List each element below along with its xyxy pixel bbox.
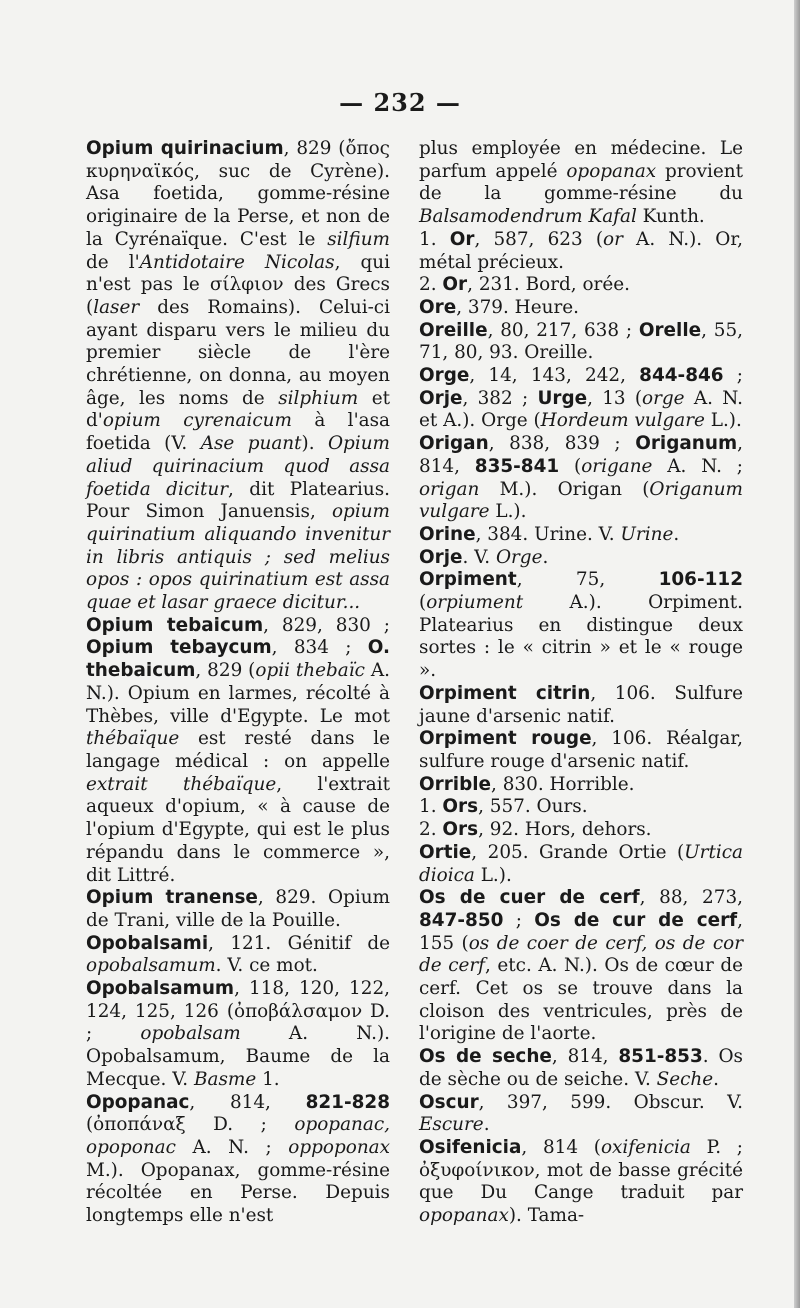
dictionary-entry-os-de-cuer-de-cerf: Os de cuer de cerf, 88, 273, 847-850 ; Os de cur de cerf, 155 (os de coer de cerf, os de cor de cerf, etc. A. N.). Os de cœur de cerf. Cet os se trouve dans la cloison des ventricules, près de l'origine de l'aorte. bbox=[419, 887, 744, 1045]
dictionary-entry-ors-2: 2. Ors, 92. Hors, dehors. bbox=[419, 819, 652, 841]
dictionary-entry-origan: Origan, 838, 839 ; Origanum, 814, 835-841 (origane A. N. ; origan M.). Origan (Origanum vulgare L.). bbox=[419, 433, 744, 523]
dictionary-entry-orpiment-rouge: Orpiment rouge, 106. Réalgar, sulfure rouge d'arsenic natif. bbox=[419, 728, 743, 772]
dictionary-entry-or-2: 2. Or, 231. Bord, orée. bbox=[419, 274, 630, 296]
dictionary-entry-ors-1: 1. Ors, 557. Ours. bbox=[419, 796, 588, 818]
dictionary-entry-opobalsami: Opobalsami, 121. Génitif de opobalsamum. V. ce mot. bbox=[86, 932, 390, 977]
dictionary-entry-opium-quirinacium: Opium quirinacium, 829 (ὄπος κυρηναϊκός, suc de Cyrène). Asa foetida, gomme-résine originaire de la Perse, et non de la Cyrénaïque. C'est le silfium de l'Antidotaire Nicolas, qui n'est pas le σίλφιον des Grecs (laser des Romains). Celui-ci ayant disparu vers le milieu du premier siècle de l'ère chrétienne, on donna, au moyen âge, les noms de silphium et d'opium cyrenaicum à l'asa foetida (V. Ase puant). Opium aliud quirinacium quod assa foetida dicitur, dit Platearius. Pour Simon Januensis, opium quirinatium aliquando invenitur in libris antiquis ; sed melius opos : opos quirinatium est assa quae et lasar graece dicitur... bbox=[86, 138, 391, 614]
dictionary-entry-ortie: Ortie, 205. Grande Ortie (Urtica dioica L.). bbox=[419, 841, 743, 886]
dictionary-entry-osifenicia: Osifenicia, 814 (oxifenicia P. ; ὀξυφοίνικον, mot de basse grécité que Du Cange traduit par opopanax). Tama- bbox=[419, 1136, 743, 1227]
left-column bbox=[86, 138, 390, 1228]
dictionary-entry-orge: Orge, 14, 143, 242, 844-846 ; Orje, 382 ; Urge, 13 (orge A. N. et A.). Orge (Hordeum vulgare L.). bbox=[419, 365, 743, 432]
dictionary-entry-opium-tranense: Opium tranense, 829. Opium de Trani, ville de la Pouille. bbox=[86, 887, 390, 931]
dictionary-entry-opium-tebaicum: Opium tebaicum, 829, 830 ; Opium tebaycum, 834 ; O. thebaicum, 829 (opii thebaïc A. N.). Opium en larmes, récolté à Thèbes, ville d'Egypte. Le mot thébaïque est resté dans le langage médical : on appelle extrait thébaïque, l'extrait aqueux d'opium, « à cause de l'opium d'Egypte, qui est le plus répandu dans le commerce », dit Littré. bbox=[86, 614, 390, 886]
dictionary-entry-orrible: Orrible, 830. Horrible. bbox=[419, 773, 635, 795]
dictionary-entry-orpiment-citrin: Orpiment citrin, 106. Sulfure jaune d'arsenic natif. bbox=[419, 682, 743, 727]
dictionary-entry-opobalsamum: Opobalsamum, 118, 120, 122, 124, 125, 126 (ὀποβάλσαμον D. ; opobalsam A. N.). Opobalsamum, Baume de la Mecque. V. Basme 1. bbox=[86, 978, 391, 1090]
dictionary-entry-oreille: Oreille, 80, 217, 638 ; Orelle, 55, 71, 80, 93. Oreille. bbox=[419, 319, 743, 364]
dictionary-entry-opopanac: Opopanac, 814, 821-828 (ὀποπάναξ D. ; opopanac, opoponac A. N. ; oppoponax M.). Opopanax, gomme-résine récoltée en Perse. Depuis longtemps elle n'est bbox=[86, 1091, 390, 1227]
dictionary-entry-orine: Orine, 384. Urine. V. Urine. bbox=[419, 523, 680, 545]
right-column bbox=[419, 138, 743, 1228]
dictionary-entry-ore: Ore, 379. Heure. bbox=[419, 296, 579, 318]
scan-edge bbox=[794, 0, 800, 1308]
dictionary-entry-opopanac-cont: plus employée en médecine. Le parfum appelé opopanax provient de la gomme-résine du Balsamodendrum Kafal Kunth. bbox=[419, 138, 743, 228]
dictionary-entry-orje: Orje. V. Orge. bbox=[419, 546, 549, 568]
dictionary-entry-os-de-seche: Os de seche, 814, 851-853. Os de sèche ou de seiche. V. Seche. bbox=[419, 1046, 743, 1090]
dictionary-entry-oscur: Oscur, 397, 599. Obscur. V. Escure. bbox=[419, 1091, 743, 1136]
dictionary-entry-or-1: 1. Or, 587, 623 (or A. N.). Or, métal précieux. bbox=[419, 228, 743, 273]
page-number: — 232 — bbox=[339, 88, 461, 117]
dictionary-entry-orpiment: Orpiment, 75, 106-112 (orpiument A.). Orpiment. Platearius en distingue deux sortes : le « citrin » et le « rouge ». bbox=[419, 569, 743, 682]
